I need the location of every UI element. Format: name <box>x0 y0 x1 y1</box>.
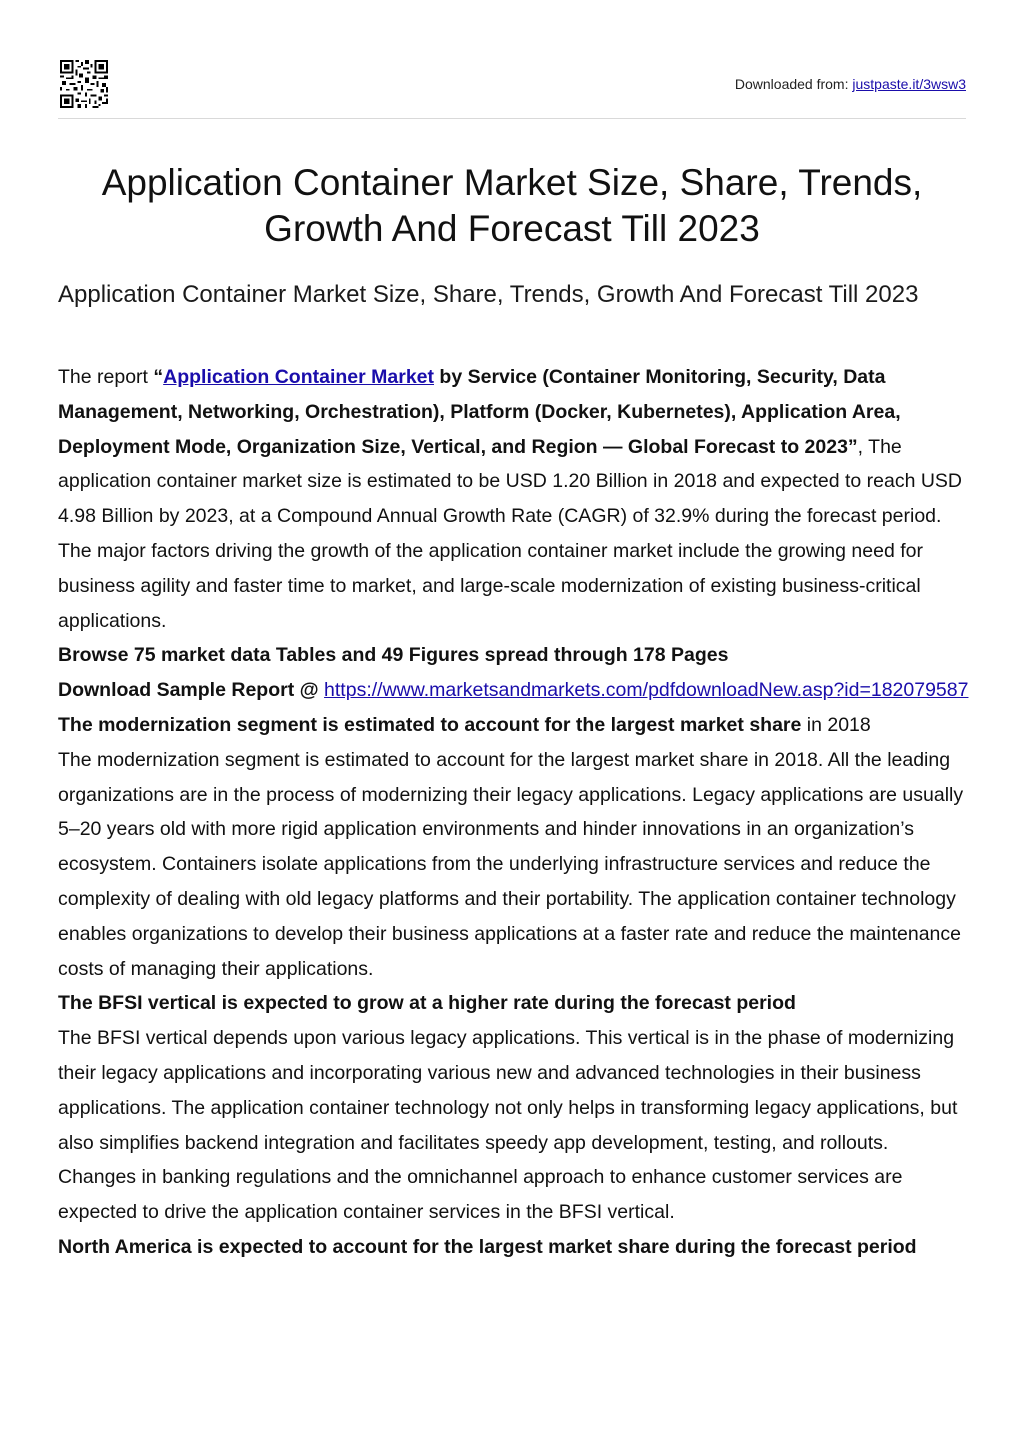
intro-paragraph <box>58 360 970 638</box>
section2-heading: The BFSI vertical is expected to grow at a higher rate during the forecast period <box>58 992 796 1015</box>
report-link[interactable]: Application Container Market <box>163 366 435 388</box>
browse-text: Browse 75 market data Tables and 49 Figures spread through 178 Pages <box>58 644 729 667</box>
intro-body: , The application container market size is estimated to be USD 1.20 Billion in 2018 and expected to reach USD 4.98 Billion by 2023, at a Compound Annual Growth Rate (CAGR) of 32.9% during the forecast period. The major factors driving the growth of the application container market include the growing need for business agility and faster time to market, and large-scale modernization of existing business-critical applications. <box>58 435 962 632</box>
intro-quote-open: “ <box>153 366 164 388</box>
browse-line <box>58 638 970 673</box>
page-subtitle: Application Container Market Size, Share, Trends, Growth And Forecast Till 2023 <box>58 281 919 308</box>
report-title-bold: by Service (Container Monitoring, Security, Data Management, Networking, Orchestration), Platform (Docker, Kubernetes), Application Area, Deployment Mode, Organization Size, Vertical, and Region — Global Forecast to 2023” <box>58 366 901 458</box>
section-heading <box>58 708 970 743</box>
article-body <box>58 360 970 1265</box>
download-source-link[interactable]: justpaste.it/3wsw3 <box>852 76 966 92</box>
section3-heading: North America is expected to account for the largest market share during the forecast period <box>58 1235 917 1258</box>
section-heading <box>58 986 970 1021</box>
download-label: Download Sample Report @ <box>58 679 325 702</box>
intro-lead: The report <box>58 366 154 388</box>
page-header <box>58 60 966 119</box>
section1-heading-rest: in 2018 <box>801 713 871 736</box>
section1-heading: The modernization segment is estimated to account for the largest market share <box>58 713 802 736</box>
section2-body: The BFSI vertical depends upon various legacy applications. This vertical is in the phase of modernizing their legacy applications and incorporating various new and advanced technologies in their business applications. The application container technology not only helps in transforming legacy applications, but also simplifies backend integration and facilitates speedy app development, testing, and rollouts. Changes in banking regulations and the omnichannel approach to enhance customer services are expected to drive the application container services in the BFSI vertical. <box>58 1027 958 1224</box>
download-source-label: Downloaded from: <box>734 76 849 92</box>
section1-body: The modernization segment is estimated to account for the largest market share in 2018. All the leading organizations are in the process of modernizing their legacy applications. Legacy applications are usually 5–20 years old with more rigid application environments and hinder innovations in an organization’s ecosystem. Containers isolate applications from the underlying infrastructure services and reduce the complexity of dealing with old legacy platforms and their portability. The application container technology enables organizations to develop their business applications at a faster rate and reduce the maintenance costs of managing their applications. <box>58 748 964 980</box>
page-title: Application Container Market Size, Share, Trends, Growth And Forecast Till 2023 <box>101 162 923 249</box>
download-source <box>735 76 966 92</box>
download-sample-link[interactable]: https://www.marketsandmarkets.com/pdfdownloadNew.asp?id=182079587 <box>324 679 969 702</box>
download-line <box>58 673 970 708</box>
qr-code-icon <box>60 60 108 108</box>
section-heading <box>58 1230 970 1265</box>
